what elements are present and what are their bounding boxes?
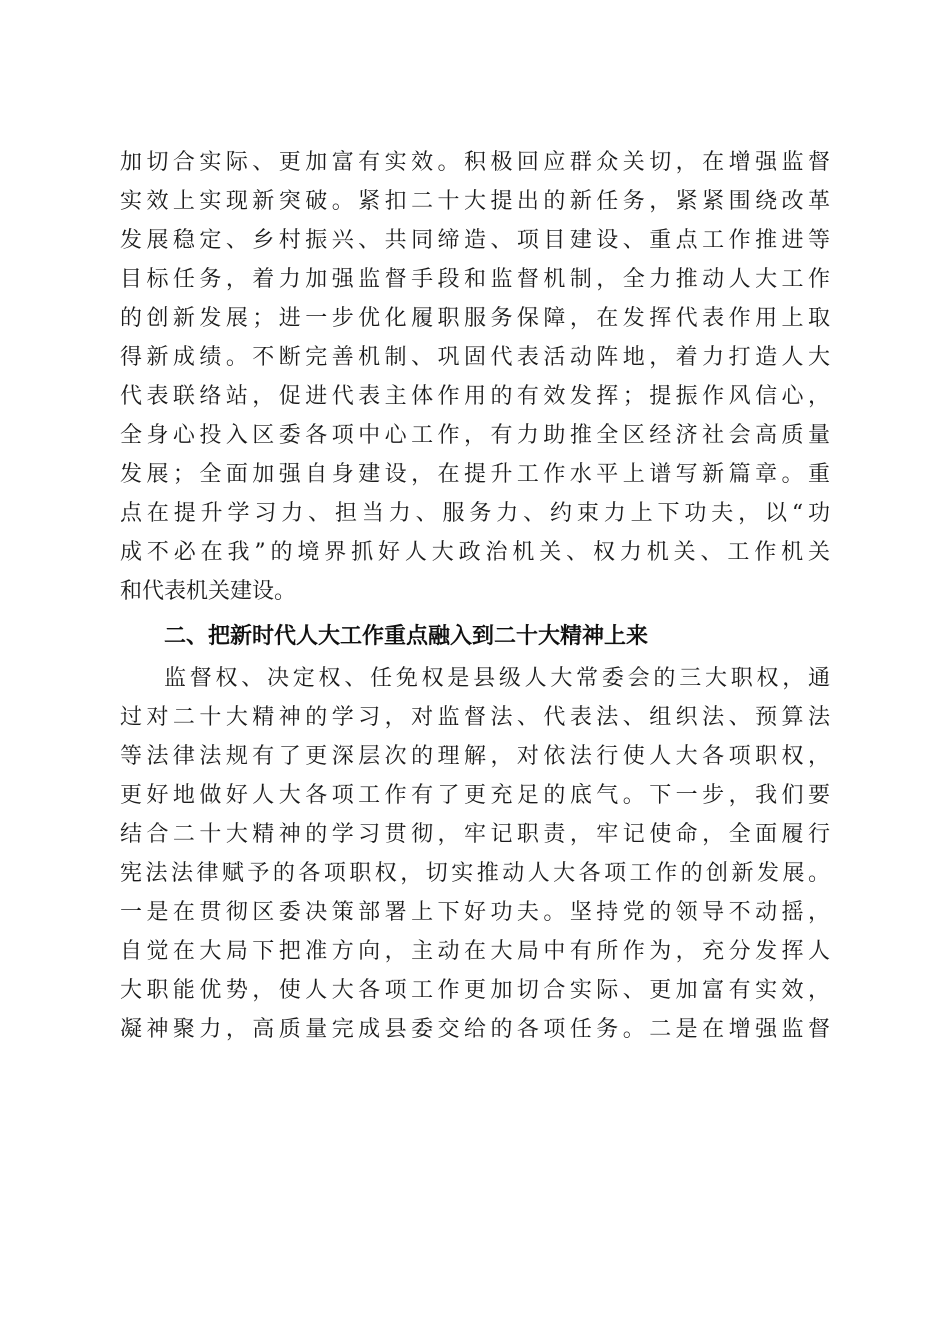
paragraph2-line-4: 更好地做好人大各项工作有了更充足的底气。下一步，我们要 [120,783,830,808]
paragraph2-line-5: 结合二十大精神的学习贯彻，牢记职责，牢记使命，全面履行 [120,822,830,847]
paragraph2-line-7: 一是在贯彻区委决策部署上下好功夫。坚持党的领导不动摇， [120,900,830,925]
paragraph2-line-10: 凝神聚力，高质量完成县委交给的各项任务。二是在增强监督 [120,1017,830,1042]
paragraph2-line-6: 宪法法律赋予的各项职权，切实推动人大各项工作的创新发展。 [120,861,830,886]
section-heading: 二、把新时代人大工作重点融入到二十大精神上来 [164,624,649,649]
paragraph1-line-4: 目标任务，着力加强监督手段和监督机制，全力推动人大工作 [120,267,830,292]
paragraph2-line-3: 等法律法规有了更深层次的理解，对依法行使人大各项职权， [120,744,830,769]
paragraph2-line-2: 过对二十大精神的学习，对监督法、代表法、组织法、预算法 [120,705,830,730]
paragraph1-line-11: 成不必在我”的境界抓好人大政治机关、权力机关、工作机关 [120,540,830,565]
paragraph1-line-12: 和代表机关建设。 [120,579,297,604]
paragraph1-line-3: 发展稳定、乡村振兴、共同缔造、项目建设、重点工作推进等 [120,228,830,253]
paragraph2-line-1: 监督权、决定权、任免权是县级人大常委会的三大职权，通 [164,666,830,691]
paragraph1-line-2: 实效上实现新突破。紧扣二十大提出的新任务，紧紧围绕改革 [120,189,830,214]
paragraph1-line-6: 得新成绩。不断完善机制、巩固代表活动阵地，着力打造人大 [120,345,830,370]
paragraph1-line-8: 全身心投入区委各项中心工作，有力助推全区经济社会高质量 [120,423,830,448]
paragraph1-line-9: 发展；全面加强自身建设，在提升工作水平上谱写新篇章。重 [120,462,830,487]
paragraph1-line-5: 的创新发展；进一步优化履职服务保障，在发挥代表作用上取 [120,306,830,331]
paragraph1-line-7: 代表联络站，促进代表主体作用的有效发挥；提振作风信心， [120,384,830,409]
paragraph2-line-9: 大职能优势，使人大各项工作更加切合实际、更加富有实效， [120,978,830,1003]
paragraph1-line-10: 点在提升学习力、担当力、服务力、约束力上下功夫，以“功 [120,501,830,526]
paragraph1-line-1: 加切合实际、更加富有实效。积极回应群众关切，在增强监督 [120,150,830,175]
paragraph2-line-8: 自觉在大局下把准方向，主动在大局中有所作为，充分发挥人 [120,939,830,964]
